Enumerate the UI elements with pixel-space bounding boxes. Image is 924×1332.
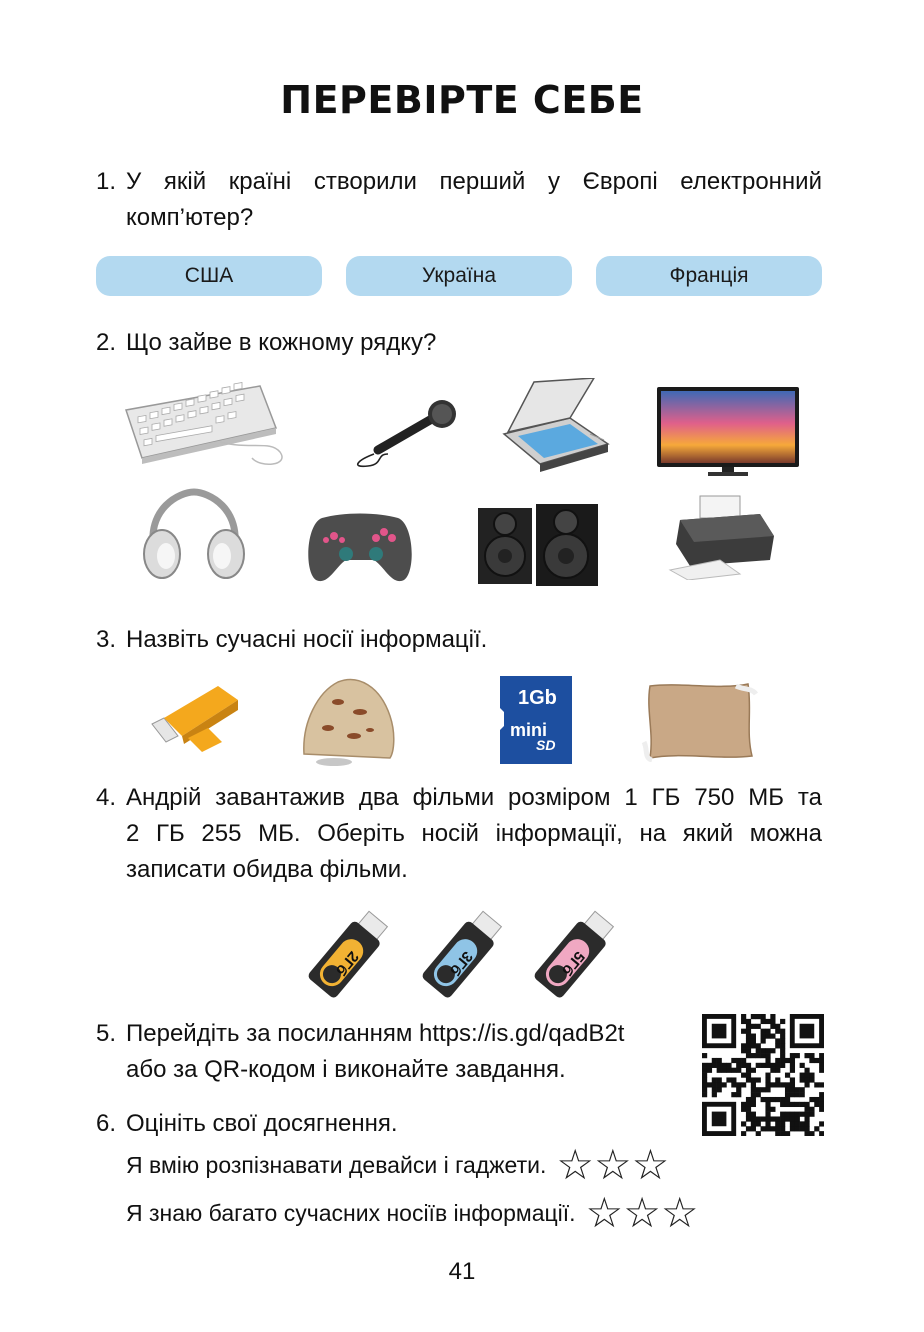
page-number: 41 (448, 1258, 476, 1285)
question-2-text: Що зайве в кожному рядку? (126, 329, 437, 356)
question-3-number: 3. (96, 626, 117, 653)
question-6-text: Оцініть свої досягнення. (126, 1110, 398, 1137)
star-icon[interactable]: ☆ (585, 1189, 624, 1236)
flash-drive-5gb-label: 5Гб (558, 947, 588, 979)
question-2-number: 2. (96, 329, 117, 356)
question-3-text: Назвіть сучасні носії інформації. (126, 626, 488, 653)
keyboard-icon (120, 380, 295, 470)
question-6-number: 6. (96, 1110, 117, 1137)
sd-capacity-label: 1Gb (518, 687, 557, 709)
scanner-icon (500, 378, 615, 473)
speakers-icon (476, 500, 602, 588)
qr-code-icon[interactable] (702, 1014, 824, 1136)
question-4-number: 4. (96, 784, 117, 811)
star-icon[interactable]: ☆ (594, 1141, 632, 1188)
question-1-number: 1. (96, 168, 117, 195)
answer-option-france[interactable]: Франція (596, 256, 822, 296)
answer-option-usa[interactable]: США (96, 256, 322, 296)
rating-row-1 (126, 1141, 670, 1188)
headphones-icon (140, 488, 248, 586)
question-4-line-2: 2 ГБ 255 МБ. Оберіть носій інформації, на який можна (126, 820, 822, 847)
usb-stick-icon (142, 678, 242, 758)
question-1-line-1: У якій країні створили перший у Європі електронний (126, 168, 822, 195)
page-title: ПЕРЕВІРТЕ СЕБЕ (280, 78, 644, 122)
sd-mini-label: mini (510, 720, 548, 740)
star-icon[interactable]: ☆ (660, 1189, 699, 1236)
question-4-line-1: Андрій завантажив два фільми розміром 1 ГБ 750 МБ та (126, 784, 822, 811)
cave-painting-rock-icon (298, 672, 398, 768)
star-icon[interactable]: ☆ (623, 1189, 661, 1236)
question-4-line-3: записати обидва фільми. (126, 856, 408, 883)
question-5-number: 5. (96, 1020, 117, 1047)
flash-drive-2gb-label: 2Гб (332, 947, 362, 979)
question-5-line-2: або за QR-кодом і виконайте завдання. (126, 1056, 566, 1083)
printer-icon (666, 494, 778, 580)
rating-statement-1: Я вмію розпізнавати девайси і гаджети. (126, 1151, 547, 1178)
microphone-icon (348, 398, 463, 470)
flash-drive-5gb-icon[interactable] (526, 906, 622, 1004)
flash-drive-3gb-label: 3Гб (446, 947, 476, 979)
parchment-scroll-icon (640, 680, 758, 762)
answer-option-ukraine[interactable]: Україна (346, 256, 572, 296)
question-5-line-1[interactable]: Перейдіть за посиланням https://is.gd/qadB2t (126, 1020, 625, 1047)
rating-row-2 (126, 1189, 699, 1236)
flash-drive-2gb-icon[interactable] (300, 906, 396, 1004)
flash-drive-3gb-icon[interactable] (414, 906, 510, 1004)
question-1-line-2: комп’ютер? (126, 204, 254, 231)
star-icon[interactable]: ☆ (631, 1141, 670, 1188)
minisd-card-icon (498, 674, 574, 766)
rating-statement-2: Я знаю багато сучасних носіїв інформації. (126, 1199, 576, 1226)
sd-sd-label: SD (536, 737, 556, 753)
star-icon[interactable]: ☆ (556, 1141, 595, 1188)
monitor-icon (656, 386, 800, 478)
gamepad-icon (304, 510, 416, 586)
